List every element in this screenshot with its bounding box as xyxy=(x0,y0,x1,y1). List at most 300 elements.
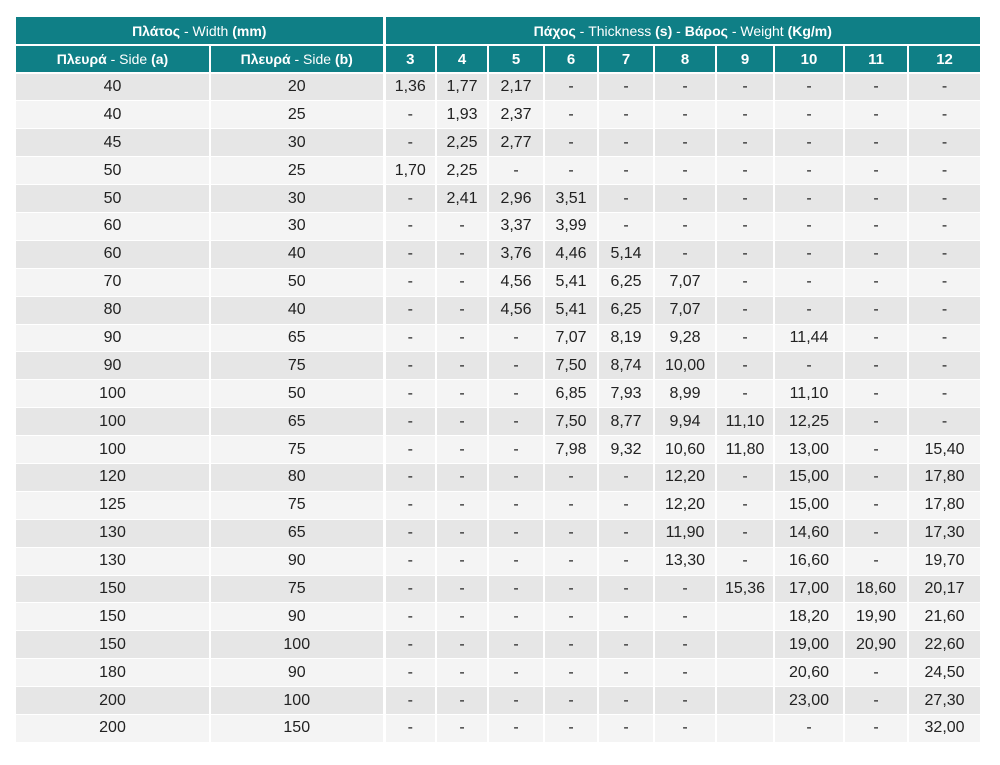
weight-cell xyxy=(716,714,774,742)
weight-cell: - xyxy=(384,352,436,380)
side-a-cell: 100 xyxy=(16,408,210,436)
side-b-cell: 75 xyxy=(210,491,384,519)
weight-cell: - xyxy=(544,463,598,491)
weight-cell: - xyxy=(844,491,908,519)
weight-cell: 9,94 xyxy=(654,408,716,436)
side-b-cell: 90 xyxy=(210,659,384,687)
weight-cell: 11,80 xyxy=(716,436,774,464)
weight-cell: - xyxy=(488,352,544,380)
weight-cell: 10,00 xyxy=(654,352,716,380)
weight-cell: 27,30 xyxy=(908,687,980,715)
weight-cell: - xyxy=(384,268,436,296)
weight-cell: - xyxy=(774,101,844,129)
table-row xyxy=(16,296,980,324)
weight-cell: - xyxy=(716,73,774,101)
weight-cell: - xyxy=(774,73,844,101)
weight-cell: 13,30 xyxy=(654,547,716,575)
weight-cell: - xyxy=(436,268,488,296)
table-row xyxy=(16,129,980,157)
weight-cell: - xyxy=(436,352,488,380)
weight-cell: 7,50 xyxy=(544,352,598,380)
weight-cell: - xyxy=(488,687,544,715)
weight-cell: - xyxy=(716,129,774,157)
weight-cell: - xyxy=(844,212,908,240)
table-row xyxy=(16,408,980,436)
weight-cell: - xyxy=(598,575,654,603)
weight-cell: - xyxy=(488,463,544,491)
thickness-header: 11 xyxy=(844,45,908,73)
weight-cell: 8,99 xyxy=(654,380,716,408)
weight-cell: - xyxy=(844,519,908,547)
weight-cell: - xyxy=(908,324,980,352)
weight-cell: - xyxy=(598,631,654,659)
weight-cell: - xyxy=(598,129,654,157)
weight-cell: 2,77 xyxy=(488,129,544,157)
weight-cell: - xyxy=(436,408,488,436)
weight-cell: 2,17 xyxy=(488,73,544,101)
weight-cell: - xyxy=(844,408,908,436)
side-a-cell: 45 xyxy=(16,129,210,157)
weight-cell: - xyxy=(488,157,544,185)
weight-cell: - xyxy=(384,324,436,352)
weight-cell: - xyxy=(908,157,980,185)
weight-cell: 24,50 xyxy=(908,659,980,687)
weight-cell: - xyxy=(384,687,436,715)
weight-cell: 5,14 xyxy=(598,240,654,268)
weight-cell: 15,00 xyxy=(774,491,844,519)
weight-cell: - xyxy=(488,547,544,575)
weight-cell: - xyxy=(544,687,598,715)
weight-cell: - xyxy=(844,547,908,575)
weight-cell: 19,90 xyxy=(844,603,908,631)
weight-cell xyxy=(716,659,774,687)
table-row xyxy=(16,268,980,296)
weight-cell: 9,28 xyxy=(654,324,716,352)
table-row xyxy=(16,101,980,129)
weight-cell: - xyxy=(384,185,436,213)
table-row xyxy=(16,212,980,240)
weight-cell: - xyxy=(774,268,844,296)
weight-cell: - xyxy=(716,185,774,213)
weight-cell: 20,90 xyxy=(844,631,908,659)
weight-cell: - xyxy=(544,101,598,129)
weight-cell: - xyxy=(384,547,436,575)
side-a-cell: 200 xyxy=(16,687,210,715)
table-row xyxy=(16,659,980,687)
weight-cell: 8,77 xyxy=(598,408,654,436)
table-row xyxy=(16,185,980,213)
weight-cell: - xyxy=(774,296,844,324)
weight-cell: - xyxy=(384,436,436,464)
side-b-cell: 75 xyxy=(210,352,384,380)
weight-cell: 21,60 xyxy=(908,603,980,631)
weight-cell: 1,36 xyxy=(384,73,436,101)
table-row xyxy=(16,436,980,464)
weight-cell: - xyxy=(436,603,488,631)
side-b-cell: 25 xyxy=(210,157,384,185)
weight-cell: - xyxy=(436,519,488,547)
weight-cell: - xyxy=(908,268,980,296)
side-a-cell: 150 xyxy=(16,603,210,631)
weight-cell: - xyxy=(436,659,488,687)
thickness-header: 7 xyxy=(598,45,654,73)
side-a-cell: 150 xyxy=(16,575,210,603)
weight-cell: - xyxy=(544,575,598,603)
weight-cell: - xyxy=(654,101,716,129)
side-a-cell: 90 xyxy=(16,352,210,380)
weight-cell: - xyxy=(436,631,488,659)
weight-cell: - xyxy=(436,324,488,352)
side-a-cell: 40 xyxy=(16,73,210,101)
weight-cell: - xyxy=(384,659,436,687)
weight-cell: 19,70 xyxy=(908,547,980,575)
weight-cell: 13,00 xyxy=(774,436,844,464)
table-row xyxy=(16,324,980,352)
weight-cell: 18,20 xyxy=(774,603,844,631)
weight-cell: - xyxy=(488,491,544,519)
weight-cell: 4,46 xyxy=(544,240,598,268)
weight-cell: 9,32 xyxy=(598,436,654,464)
side-b-cell: 40 xyxy=(210,240,384,268)
table-row xyxy=(16,352,980,380)
weight-cell: - xyxy=(844,185,908,213)
weight-cell: 3,76 xyxy=(488,240,544,268)
thickness-header: 10 xyxy=(774,45,844,73)
weight-cell: - xyxy=(384,575,436,603)
weight-cell: - xyxy=(544,129,598,157)
weight-cell xyxy=(716,687,774,715)
thickness-header: 8 xyxy=(654,45,716,73)
weight-cell: - xyxy=(384,603,436,631)
weight-cell: - xyxy=(716,240,774,268)
table-row xyxy=(16,491,980,519)
side-b-cell: 100 xyxy=(210,631,384,659)
weight-cell: - xyxy=(774,129,844,157)
weight-cell: - xyxy=(598,547,654,575)
side-a-cell: 50 xyxy=(16,157,210,185)
width-group-header: Πλάτος - Width (mm) xyxy=(16,17,384,45)
side-a-cell: 90 xyxy=(16,324,210,352)
weight-cell: - xyxy=(544,491,598,519)
side-a-cell: 80 xyxy=(16,296,210,324)
weight-cell: 23,00 xyxy=(774,687,844,715)
weight-cell: - xyxy=(774,157,844,185)
side-b-cell: 65 xyxy=(210,519,384,547)
side-b-cell: 50 xyxy=(210,268,384,296)
table-row xyxy=(16,463,980,491)
side-b-cell: 75 xyxy=(210,436,384,464)
weight-cell: 4,56 xyxy=(488,296,544,324)
weight-cell: 17,80 xyxy=(908,463,980,491)
weight-cell: - xyxy=(436,240,488,268)
weight-cell: - xyxy=(544,73,598,101)
table-row xyxy=(16,157,980,185)
header-row-columns xyxy=(16,45,980,73)
weight-cell: - xyxy=(436,212,488,240)
side-b-cell: 80 xyxy=(210,463,384,491)
weight-cell: - xyxy=(654,603,716,631)
weight-cell: - xyxy=(844,659,908,687)
weight-cell: 17,30 xyxy=(908,519,980,547)
table-row xyxy=(16,240,980,268)
weight-cell xyxy=(716,603,774,631)
weight-cell: 1,93 xyxy=(436,101,488,129)
weight-cell: - xyxy=(654,240,716,268)
weight-cell: - xyxy=(654,575,716,603)
weight-cell: - xyxy=(716,212,774,240)
weight-cell: - xyxy=(716,324,774,352)
side-a-cell: 180 xyxy=(16,659,210,687)
weight-cell: - xyxy=(436,463,488,491)
table-row xyxy=(16,575,980,603)
weight-cell: 15,40 xyxy=(908,436,980,464)
side-b-cell: 65 xyxy=(210,324,384,352)
weight-cell: 10,60 xyxy=(654,436,716,464)
weight-cell: 11,10 xyxy=(774,380,844,408)
weight-cell: 3,37 xyxy=(488,212,544,240)
weight-cell: - xyxy=(908,352,980,380)
table-row xyxy=(16,631,980,659)
weight-cell: 6,25 xyxy=(598,268,654,296)
weight-cell: - xyxy=(544,603,598,631)
weight-cell: 20,60 xyxy=(774,659,844,687)
weight-cell: - xyxy=(436,547,488,575)
weight-cell: - xyxy=(844,436,908,464)
side-a-cell: 100 xyxy=(16,380,210,408)
weight-cell: - xyxy=(598,491,654,519)
weight-cell: 22,60 xyxy=(908,631,980,659)
weight-cell: - xyxy=(598,659,654,687)
weight-cell: - xyxy=(544,714,598,742)
table-body xyxy=(16,73,980,742)
weight-cell: - xyxy=(598,687,654,715)
weight-cell: - xyxy=(716,296,774,324)
weight-cell: - xyxy=(654,687,716,715)
weight-cell: - xyxy=(544,519,598,547)
weight-cell: - xyxy=(384,101,436,129)
weight-cell: - xyxy=(716,268,774,296)
weight-cell: - xyxy=(384,129,436,157)
side-b-cell: 30 xyxy=(210,129,384,157)
weight-cell: 20,17 xyxy=(908,575,980,603)
weight-cell: 18,60 xyxy=(844,575,908,603)
weight-cell: - xyxy=(716,519,774,547)
weight-cell: - xyxy=(844,268,908,296)
weight-cell: - xyxy=(844,73,908,101)
weight-cell: - xyxy=(544,157,598,185)
weight-cell: 2,25 xyxy=(436,129,488,157)
side-a-cell: 40 xyxy=(16,101,210,129)
weight-cell: - xyxy=(436,714,488,742)
weight-cell: - xyxy=(844,324,908,352)
weight-cell: 14,60 xyxy=(774,519,844,547)
weight-cell: - xyxy=(384,714,436,742)
weight-cell: 2,96 xyxy=(488,185,544,213)
side-b-cell: 90 xyxy=(210,547,384,575)
weight-cell: - xyxy=(544,659,598,687)
weight-cell: - xyxy=(436,575,488,603)
side-b-cell: 30 xyxy=(210,185,384,213)
weight-cell: - xyxy=(436,491,488,519)
weight-cell: - xyxy=(844,463,908,491)
thickness-header: 6 xyxy=(544,45,598,73)
weight-cell: - xyxy=(436,380,488,408)
weight-cell: - xyxy=(598,603,654,631)
weight-cell: - xyxy=(488,519,544,547)
side-b-cell: 50 xyxy=(210,380,384,408)
weight-cell: 2,37 xyxy=(488,101,544,129)
thickness-header: 4 xyxy=(436,45,488,73)
weight-cell: 4,56 xyxy=(488,268,544,296)
weight-cell: 1,77 xyxy=(436,73,488,101)
weight-cell: - xyxy=(384,408,436,436)
weight-cell: 7,07 xyxy=(544,324,598,352)
thickness-header: 5 xyxy=(488,45,544,73)
weight-cell: - xyxy=(844,240,908,268)
weight-table-container xyxy=(16,17,980,743)
side-a-header: Πλευρά - Side (a) xyxy=(16,45,210,73)
weight-cell: - xyxy=(654,73,716,101)
weight-cell: 3,99 xyxy=(544,212,598,240)
table-row xyxy=(16,547,980,575)
table-row xyxy=(16,687,980,715)
weight-cell: 12,25 xyxy=(774,408,844,436)
weight-cell: - xyxy=(908,408,980,436)
weight-cell: - xyxy=(488,714,544,742)
weight-cell: - xyxy=(544,547,598,575)
weight-cell: 17,00 xyxy=(774,575,844,603)
weight-cell: 7,50 xyxy=(544,408,598,436)
weight-cell: - xyxy=(908,129,980,157)
side-b-cell: 40 xyxy=(210,296,384,324)
weight-cell: - xyxy=(654,631,716,659)
weight-cell: - xyxy=(488,631,544,659)
side-a-cell: 130 xyxy=(16,547,210,575)
weight-cell: - xyxy=(654,129,716,157)
weight-cell: - xyxy=(654,659,716,687)
weight-cell: 17,80 xyxy=(908,491,980,519)
weight-cell: 32,00 xyxy=(908,714,980,742)
weight-cell: - xyxy=(844,101,908,129)
side-b-cell: 20 xyxy=(210,73,384,101)
weight-cell: - xyxy=(384,212,436,240)
weight-cell: 11,10 xyxy=(716,408,774,436)
weight-cell: - xyxy=(774,352,844,380)
weight-cell: - xyxy=(844,380,908,408)
thickness-header: 3 xyxy=(384,45,436,73)
weight-cell: - xyxy=(908,212,980,240)
side-b-cell: 30 xyxy=(210,212,384,240)
side-a-cell: 120 xyxy=(16,463,210,491)
weight-cell: - xyxy=(384,519,436,547)
weight-cell: - xyxy=(598,185,654,213)
thickness-header: 12 xyxy=(908,45,980,73)
side-b-cell: 75 xyxy=(210,575,384,603)
weight-cell: - xyxy=(774,240,844,268)
weight-cell: 6,25 xyxy=(598,296,654,324)
weight-cell: - xyxy=(384,463,436,491)
side-a-cell: 70 xyxy=(16,268,210,296)
weight-cell: - xyxy=(716,380,774,408)
weight-cell: - xyxy=(488,408,544,436)
weight-cell: - xyxy=(908,73,980,101)
weight-cell: 3,51 xyxy=(544,185,598,213)
weight-cell: - xyxy=(844,296,908,324)
weight-cell: 11,44 xyxy=(774,324,844,352)
weight-cell: - xyxy=(488,324,544,352)
weight-cell: - xyxy=(774,714,844,742)
weight-table xyxy=(16,17,980,743)
weight-cell: 5,41 xyxy=(544,268,598,296)
weight-cell: 7,98 xyxy=(544,436,598,464)
weight-cell: - xyxy=(384,491,436,519)
table-row xyxy=(16,603,980,631)
weight-cell: 7,07 xyxy=(654,268,716,296)
weight-cell: 16,60 xyxy=(774,547,844,575)
side-a-cell: 200 xyxy=(16,714,210,742)
side-b-cell: 90 xyxy=(210,603,384,631)
weight-cell: - xyxy=(598,519,654,547)
weight-cell: 8,19 xyxy=(598,324,654,352)
weight-cell: - xyxy=(716,101,774,129)
weight-cell: - xyxy=(774,185,844,213)
weight-cell: - xyxy=(488,575,544,603)
table-row xyxy=(16,519,980,547)
weight-cell: - xyxy=(598,212,654,240)
weight-cell: - xyxy=(908,240,980,268)
weight-cell: - xyxy=(716,491,774,519)
weight-cell: - xyxy=(844,687,908,715)
table-row xyxy=(16,380,980,408)
weight-cell: - xyxy=(908,380,980,408)
weight-cell: - xyxy=(598,714,654,742)
weight-cell: - xyxy=(598,463,654,491)
weight-cell: - xyxy=(488,603,544,631)
weight-cell: 15,36 xyxy=(716,575,774,603)
weight-cell: - xyxy=(716,547,774,575)
weight-cell: - xyxy=(436,296,488,324)
table-row xyxy=(16,714,980,742)
side-b-cell: 65 xyxy=(210,408,384,436)
weight-cell: 11,90 xyxy=(654,519,716,547)
weight-cell: - xyxy=(488,436,544,464)
weight-cell: - xyxy=(598,101,654,129)
weight-cell: 2,25 xyxy=(436,157,488,185)
weight-cell: - xyxy=(844,352,908,380)
side-b-cell: 150 xyxy=(210,714,384,742)
weight-cell: - xyxy=(844,714,908,742)
weight-cell: 19,00 xyxy=(774,631,844,659)
weight-cell: - xyxy=(774,212,844,240)
weight-cell: 5,41 xyxy=(544,296,598,324)
side-a-cell: 60 xyxy=(16,240,210,268)
weight-cell: 12,20 xyxy=(654,491,716,519)
thickness-group-header: Πάχος - Thickness (s) - Βάρος - Weight (Kg/m) xyxy=(384,17,980,45)
weight-cell: - xyxy=(384,631,436,659)
weight-cell: 1,70 xyxy=(384,157,436,185)
weight-cell xyxy=(716,631,774,659)
weight-cell: - xyxy=(488,659,544,687)
weight-cell: - xyxy=(436,436,488,464)
weight-cell: - xyxy=(716,463,774,491)
weight-cell: - xyxy=(654,714,716,742)
side-a-cell: 130 xyxy=(16,519,210,547)
side-a-cell: 100 xyxy=(16,436,210,464)
side-a-cell: 50 xyxy=(16,185,210,213)
thickness-header: 9 xyxy=(716,45,774,73)
weight-cell: - xyxy=(716,352,774,380)
weight-cell: - xyxy=(716,157,774,185)
